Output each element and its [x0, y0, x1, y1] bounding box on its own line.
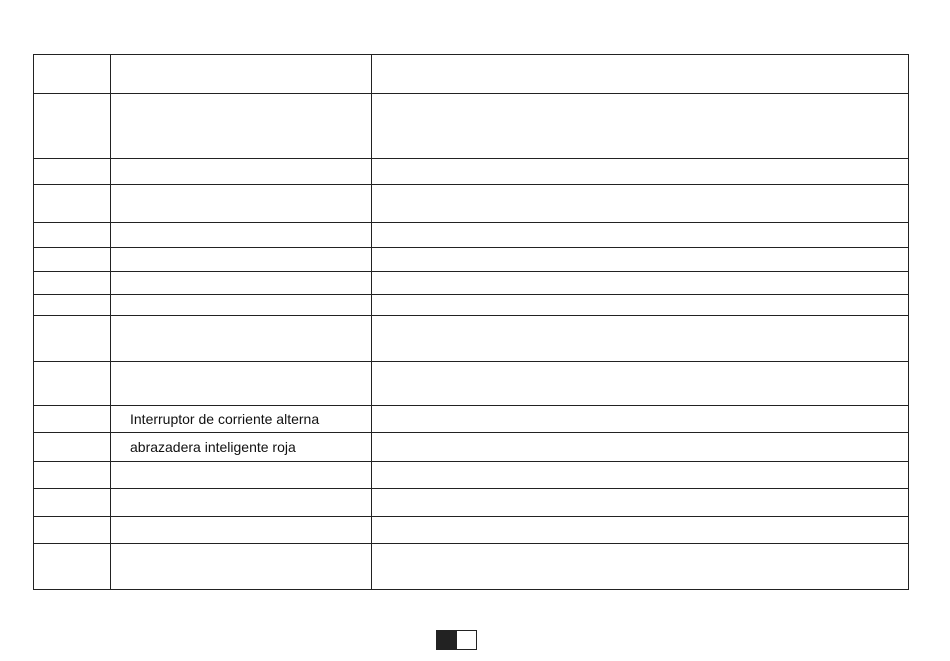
table-cell-col1: [34, 223, 111, 248]
table-cell-col2: [111, 55, 372, 94]
table-row: [34, 433, 909, 462]
table-row: [34, 362, 909, 406]
table-cell-col3: [372, 316, 909, 362]
table-cell-col2: abrazadera inteligente roja: [111, 433, 372, 462]
table-cell-col2: [111, 517, 372, 544]
table-cell-col2: [111, 248, 372, 272]
table-row: [34, 406, 909, 433]
spec-table: [33, 54, 909, 590]
page-marker: [436, 630, 477, 650]
table-cell-col2: [111, 272, 372, 295]
table-cell-col1: [34, 94, 111, 159]
table-cell-col2: [111, 295, 372, 316]
table-cell-col1: [34, 433, 111, 462]
table-row: [34, 248, 909, 272]
table-cell-col2: [111, 362, 372, 406]
table-cell-col1: [34, 185, 111, 223]
table-cell-col3: [372, 406, 909, 433]
table-row: [34, 295, 909, 316]
table-cell-col3: [372, 185, 909, 223]
table-cell-col3: [372, 362, 909, 406]
table-cell-col1: [34, 489, 111, 517]
table-row: [34, 55, 909, 94]
table-cell-col2: [111, 185, 372, 223]
table-cell-col3: [372, 544, 909, 590]
table-cell-col1: [34, 517, 111, 544]
table-cell-col2: [111, 316, 372, 362]
table-cell-col3: [372, 248, 909, 272]
table-cell-col3: [372, 55, 909, 94]
table-cell-col3: [372, 489, 909, 517]
table-cell-col2: [111, 489, 372, 517]
table-cell-col1: [34, 406, 111, 433]
table-cell-col2: Interruptor de corriente alterna: [111, 406, 372, 433]
table-cell-col1: [34, 462, 111, 489]
table-row: [34, 489, 909, 517]
table-row: [34, 159, 909, 185]
table-cell-col1: [34, 159, 111, 185]
table-cell-col1: [34, 272, 111, 295]
table-cell-col3: [372, 462, 909, 489]
table-row: [34, 94, 909, 159]
table-cell-col3: [372, 433, 909, 462]
table-cell-col2: [111, 462, 372, 489]
table-cell-col1: [34, 362, 111, 406]
table-cell-col3: [372, 94, 909, 159]
table-row: [34, 272, 909, 295]
table-cell-col1: [34, 544, 111, 590]
table-row: [34, 517, 909, 544]
page-marker-light-half: [457, 631, 476, 649]
table-row: [34, 185, 909, 223]
table-cell-col1: [34, 55, 111, 94]
table-row: [34, 544, 909, 590]
table-cell-col3: [372, 159, 909, 185]
table-cell-col2: [111, 223, 372, 248]
table-cell-col3: [372, 272, 909, 295]
table-row: [34, 223, 909, 248]
table-cell-col3: [372, 295, 909, 316]
table-cell-col1: [34, 295, 111, 316]
table-cell-col2: [111, 159, 372, 185]
table-cell-col3: [372, 517, 909, 544]
table-cell-col2: [111, 544, 372, 590]
table-cell-col1: [34, 248, 111, 272]
table-cell-col1: [34, 316, 111, 362]
table-cell-col2: [111, 94, 372, 159]
table-row: [34, 316, 909, 362]
table-row: [34, 462, 909, 489]
page-marker-dark-half: [437, 631, 457, 649]
table-cell-col3: [372, 223, 909, 248]
